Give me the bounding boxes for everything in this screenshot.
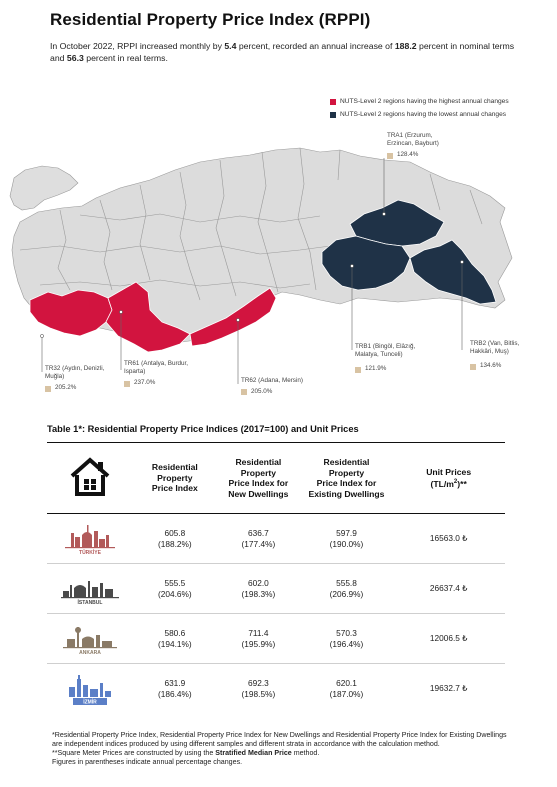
table-row [47, 614, 505, 664]
legend-item-highest: NUTS-Level 2 regions having the highest annual changes [330, 95, 509, 108]
city-cell [47, 664, 134, 714]
real-change: 56.3 [66, 53, 84, 63]
rppi-cell: 580.6 (194.1%) [134, 614, 217, 664]
svg-text:ANKARA: ANKARA [79, 649, 102, 656]
house-icon [69, 457, 111, 497]
callout-tr61: TR61 (Antalya, Burdur, Isparta) 237.0% [124, 360, 189, 387]
legend-swatch-lowest [330, 112, 336, 118]
table-title: Table 1*: Residential Property Price Indices (2017=100) and Unit Prices [47, 424, 359, 434]
legend-item-lowest: NUTS-Level 2 regions having the lowest annual changes [330, 108, 509, 121]
rppi-cell: 631.9 (186.4%) [158, 678, 192, 699]
rppi-new-cell: 636.7 (177.4%) [216, 514, 300, 564]
price-index-table [47, 442, 505, 713]
map-legend [330, 95, 509, 121]
monthly-change: 5.4 [224, 41, 237, 51]
svg-text:İSTANBUL: İSTANBUL [77, 599, 103, 606]
callout-tra1: TRA1 (Erzurum, Erzincan, Bayburt) 128.4% [387, 132, 439, 159]
city-cell [47, 614, 134, 664]
rppi-cell: 555.5 (204.6%) [134, 564, 217, 614]
callout-trb1: TRB1 (Bingöl, Elâzığ, Malatya, Tunceli) 121.9% [355, 343, 416, 373]
table-row [47, 564, 505, 614]
rppi-existing-cell: 570.3 (196.4%) [301, 614, 393, 664]
istanbul-skyline-icon [55, 571, 125, 607]
unit-price-cell: 16563.0 ₺ [392, 514, 505, 564]
rppi-new-cell: 711.4 (195.9%) [216, 614, 300, 664]
header-house-cell [47, 443, 134, 514]
annual-change: 188.2 [394, 41, 417, 51]
svg-text:İZMİR: İZMİR [83, 699, 98, 706]
legend-swatch-highest [330, 99, 336, 105]
footnote-parentheses: Figures in parentheses indicate annual percentage changes. [52, 758, 243, 766]
table-row [47, 664, 505, 714]
footnote-indices: *Residential Property Price Index, Residential Property Price Index for New Dwellings and Residential Property Price Index for Existing Dwellings are independent indices produced by using different samples and different strata in accordance with the calculation method. [52, 731, 507, 748]
izmir-skyline-icon [55, 671, 125, 707]
rppi-existing-cell: 597.9 (190.0%) [301, 514, 393, 564]
header-unit-prices: Unit Prices $(TL/m^2)**$ [392, 443, 505, 514]
rppi-new-cell: 602.0 (198.3%) [216, 564, 300, 614]
callout-trb2: TRB2 (Van, Bitlis, Hakkâri, Muş) 134.6% [470, 340, 520, 370]
turkiye-skyline-icon [55, 521, 125, 557]
unit-price-cell: 19632.7 ₺ [429, 683, 468, 694]
city-cell [47, 514, 134, 564]
map-region-tr32 [30, 290, 112, 336]
svg-text:TÜRKİYE: TÜRKİYE [79, 549, 102, 556]
callout-tr62: TR62 (Adana, Mersin) 205.0% [241, 377, 303, 396]
city-cell [47, 564, 134, 614]
table-row [47, 514, 505, 564]
rppi-new-cell: 692.3 (198.5%) [241, 678, 276, 699]
intro-paragraph: In October 2022, RPPI increased monthly by 5.4 percent, recorded an annual increase of 188.2 percent in nominal terms and 56.3 percent in real terms. [50, 41, 515, 63]
rppi-cell: 605.8 (188.2%) [134, 514, 217, 564]
unit-price-cell: 12006.5 ₺ [392, 614, 505, 664]
ankara-skyline-icon [55, 621, 125, 657]
footnote-square-meter: **Square Meter Prices are constructed by using the Stratified Median Price method. [52, 749, 320, 757]
table-header-row [47, 443, 505, 514]
map-thrace [10, 166, 78, 210]
unit-price-cell: 26637.4 ₺ [392, 564, 505, 614]
rppi-existing-cell: 555.8 (206.9%) [301, 564, 393, 614]
header-rppi-new: Residential Property Price Index for New Dwellings [216, 443, 300, 514]
footnotes [52, 731, 512, 767]
header-rppi-existing: Residential Property Price Index for Existing Dwellings [301, 443, 393, 514]
page-title: Residential Property Price Index (RPPI) [50, 10, 371, 29]
header-rppi: Residential Property Price Index [134, 443, 217, 514]
callout-tr32: TR32 (Aydın, Denizli, Muğla) 205.2% [45, 365, 105, 392]
rppi-existing-cell: 620.1 (187.0%) [329, 678, 364, 699]
